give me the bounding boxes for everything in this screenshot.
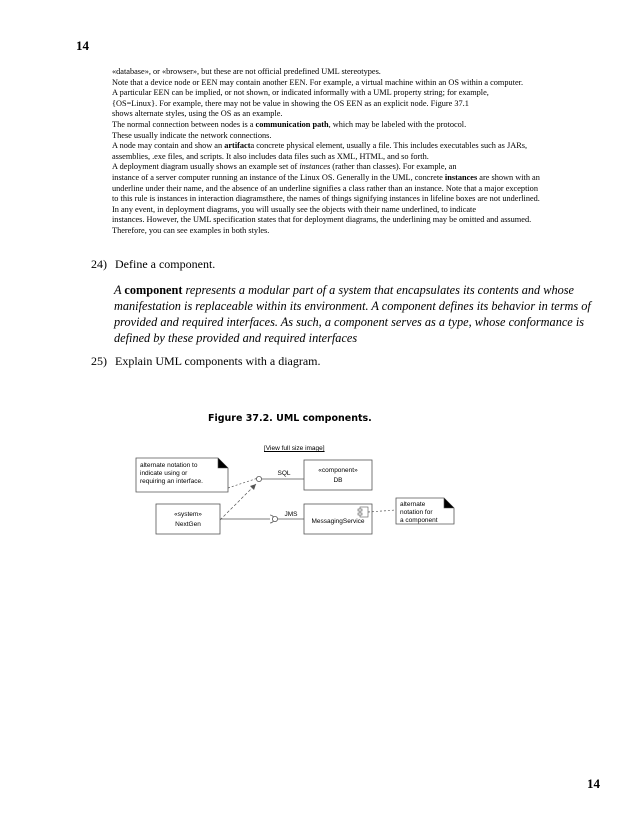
- notes-line: A particular EEN can be implied, or not shown, or indicated informally with a UML property string; for example,: [112, 88, 489, 98]
- notes-line: In any event, in deployment diagrams, you will usually see the objects with their name underlined, to indicate: [112, 204, 477, 214]
- jms-interface-icon: [272, 516, 277, 521]
- question-24: [91, 257, 215, 272]
- svg-text:alternate notation to: alternate notation to: [140, 462, 198, 469]
- note-right: [396, 498, 454, 524]
- note-left: [136, 458, 228, 492]
- notes-line: Note that a device node or EEN may contain another EEN. For example, a virtual machine within an OS within a computer.: [112, 77, 524, 87]
- nextgen-system: [156, 504, 220, 534]
- svg-text:SQL: SQL: [277, 470, 291, 477]
- notes-line: Therefore, you can see examples in both styles.: [112, 225, 270, 235]
- question-25: [91, 354, 321, 369]
- notes-line: assemblies, .exe files, and scripts. It also includes data files such as XML, HTML, and so forth.: [112, 151, 429, 161]
- notes-line: to this rule is instances in interaction diagramsthere, the names of things signifying instances in lifeline boxes are not underlined.: [112, 194, 540, 204]
- question-text: Define a component.: [115, 257, 216, 271]
- svg-text:«system»: «system»: [174, 511, 202, 518]
- view-full-size-link[interactable]: [View full size image]: [264, 445, 325, 452]
- svg-text:indicate using or: indicate using or: [140, 470, 188, 477]
- svg-text:JMS: JMS: [284, 511, 298, 518]
- svg-text:«component»: «component»: [318, 467, 358, 474]
- sql-interface-icon: [256, 476, 261, 481]
- notes-line: «database», or «browser», but these are not official predefined UML stereotypes.: [112, 67, 381, 76]
- notes-line: These usually indicate the network connections.: [112, 130, 272, 140]
- question-number: 25): [91, 354, 107, 368]
- page-number-bottom: 14: [587, 776, 600, 791]
- svg-text:MessagingService: MessagingService: [311, 518, 365, 525]
- notes-line-communication: The normal connection between nodes is a communication path, which may be labeled with the protocol.: [112, 119, 467, 129]
- svg-text:requiring an interface.: requiring an interface.: [140, 478, 203, 485]
- question-text: Explain UML components with a diagram.: [115, 354, 321, 368]
- svg-text:NextGen: NextGen: [175, 521, 201, 528]
- page-number-top: 14: [76, 38, 89, 53]
- messaging-service-component: [304, 504, 372, 534]
- notes-block: [112, 67, 612, 237]
- svg-text:DB: DB: [333, 477, 343, 484]
- notes-line-artifact: A node may contain and show an artifacta concrete physical element, usually a file. This includes executables such as JARs,: [112, 141, 528, 151]
- notes-line-instances: A deployment diagram usually shows an example set of instances (rather than classes). For example, an: [112, 162, 457, 172]
- question-number: 24): [91, 257, 107, 271]
- uml-component-diagram: [134, 452, 474, 542]
- svg-text:a component: a component: [400, 517, 438, 524]
- notes-line: shows alternate styles, using the OS as an example.: [112, 109, 283, 119]
- svg-text:alternate: alternate: [400, 501, 426, 508]
- term-component: component: [124, 283, 183, 297]
- notes-line-linux: instance of a server computer running an instance of the Linux OS. Generally in the UML, concrete instances are shown with an: [112, 172, 540, 182]
- notes-line: {OS=Linux}. For example, there may not be value in showing the OS EEN as an explicit node. Figure 37.1: [112, 98, 469, 108]
- figure-caption: Figure 37.2. UML components.: [208, 413, 372, 424]
- notes-line: underline under their name, and the absence of an underline signifies a class rather than an instance. Note that a major exception: [112, 183, 538, 193]
- notes-line: instances. However, the UML specification states that for deployment diagrams, the underlining may be omitted and assumed.: [112, 215, 532, 225]
- db-component: [304, 460, 372, 490]
- svg-text:notation for: notation for: [400, 509, 433, 516]
- answer-24: A component represents a modular part of a system that encapsulates its contents and whose manifestation is replaceable within its environment. A component defines its behavior in terms of provided and required interfaces. As such, a component serves as a type, whose conformance is defined by these provided and required interfaces: [114, 283, 591, 345]
